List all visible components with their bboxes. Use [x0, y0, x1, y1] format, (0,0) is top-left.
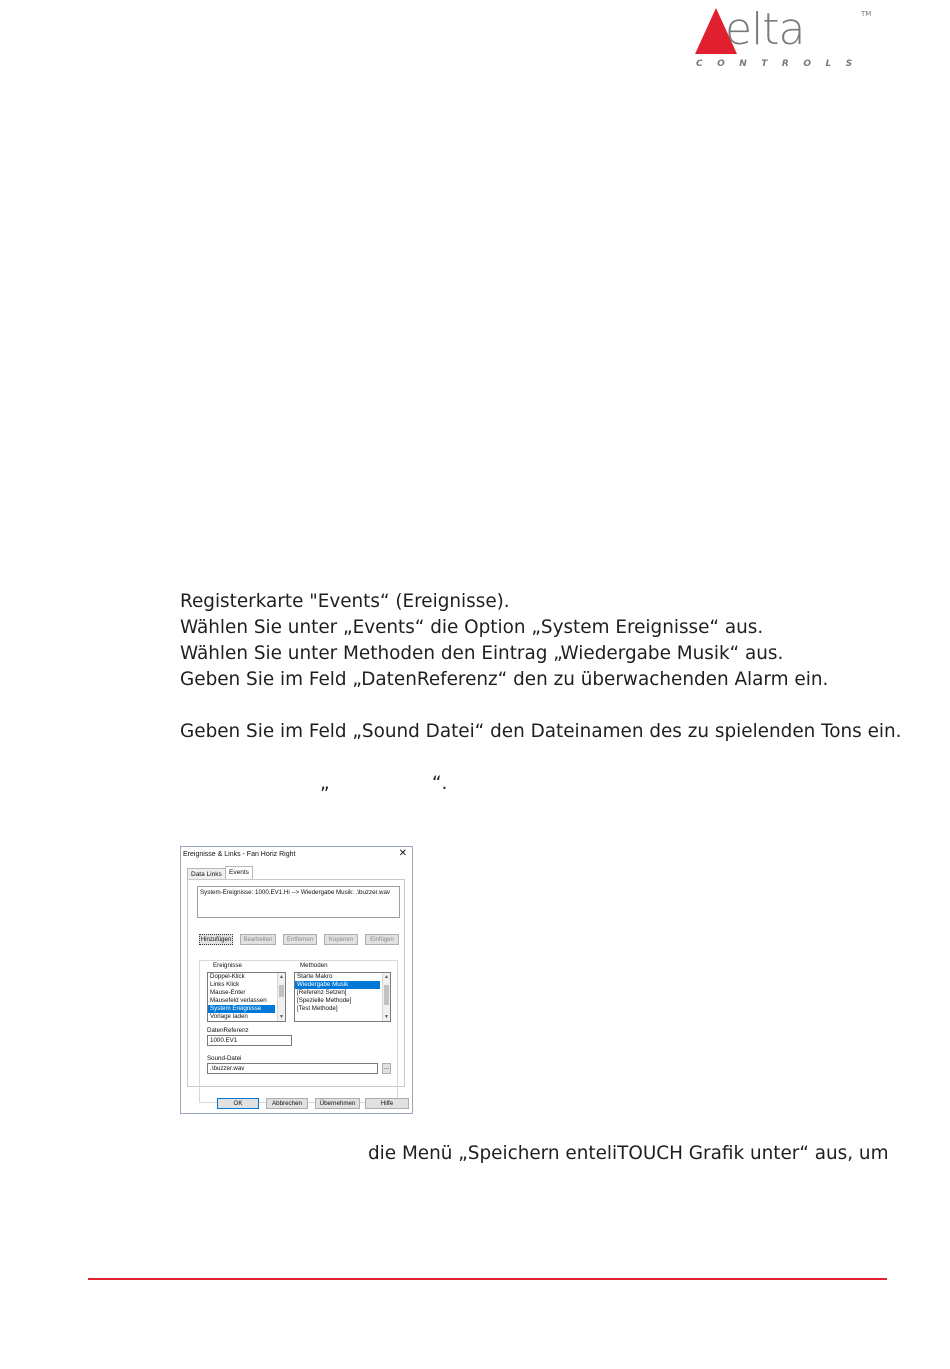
list-item[interactable]: [Referenz Setzen] [297, 989, 347, 996]
list-item[interactable]: [Test Methode] [297, 1005, 338, 1012]
sound-file-label: Sound-Datei [207, 1055, 242, 1062]
scroll-down-icon[interactable]: ▼ [279, 1014, 284, 1020]
list-item[interactable]: Mause-Enter [210, 989, 246, 996]
scroll-down-icon[interactable]: ▼ [384, 1014, 389, 1020]
cancel-button[interactable]: Abbrechen [266, 1098, 308, 1109]
list-item[interactable]: [Spezielle Methode] [297, 997, 352, 1004]
text-line-1: Registerkarte "Events“ (Ereignisse). [180, 591, 510, 612]
dialog-title: Ereignisse & Links - Fan Horiz Right [183, 851, 296, 858]
events-links-dialog [180, 846, 413, 1114]
copy-button[interactable]: Kopieren [324, 934, 358, 945]
footer-divider [88, 1278, 887, 1280]
sound-file-field[interactable]: .\buzzer.wav [207, 1063, 378, 1074]
text-line-4: Geben Sie im Feld „DatenReferenz“ den zu überwachenden Alarm ein. [180, 669, 829, 690]
events-panel [187, 879, 405, 1087]
events-list[interactable] [207, 972, 286, 1022]
remove-button[interactable]: Entfernen [283, 934, 317, 945]
methods-scrollbar[interactable] [382, 973, 390, 1021]
text-line-3: Wählen Sie unter Methoden den Eintrag „Wiedergabe Musik“ aus. [180, 643, 784, 664]
help-button[interactable]: Hilfe [365, 1098, 409, 1109]
text-line-save: die Menü „Speichern enteliTOUCH Grafik unter“ aus, um [368, 1143, 889, 1164]
delta-controls-logo [695, 4, 875, 72]
tab-events[interactable]: Events [225, 866, 253, 880]
events-label: Ereignisse [213, 962, 242, 969]
edit-button[interactable]: Bearbeiten [240, 934, 276, 945]
ok-button[interactable]: OK [217, 1098, 259, 1109]
text-quote-open: „ [320, 773, 330, 794]
scroll-up-icon[interactable]: ▲ [279, 974, 284, 980]
dataref-field[interactable]: 1000.EV1 [207, 1035, 292, 1046]
list-item[interactable]: Vorlage laden [210, 1013, 248, 1020]
text-line-5: Geben Sie im Feld „Sound Datei“ den Dateinamen des zu spielenden Tons ein. [180, 721, 902, 742]
add-button[interactable]: Hinzufügen [199, 934, 233, 945]
text-quote-close: “. [432, 773, 448, 794]
methods-list[interactable] [294, 972, 391, 1022]
scroll-thumb[interactable] [384, 985, 389, 1005]
events-scrollbar[interactable] [277, 973, 285, 1021]
list-item[interactable]: Links Klick [210, 981, 240, 988]
text-line-2: Wählen Sie unter „Events“ die Option „System Ereignisse“ aus. [180, 617, 764, 638]
event-summary-box[interactable]: System-Ereignisse: 1000.EV1.Hi --> Wiedergabe Musik: .\buzzer.wav [197, 886, 400, 918]
dataref-label: DatenReferenz [207, 1027, 249, 1034]
list-item[interactable]: Doppel-Klick [210, 973, 245, 980]
scroll-up-icon[interactable]: ▲ [384, 974, 389, 980]
logo-wordmark: elta [725, 4, 805, 55]
close-icon[interactable]: ✕ [398, 848, 407, 859]
list-item-selected[interactable]: System Ereignisse [208, 1005, 275, 1013]
logo-trademark: TM [861, 10, 872, 18]
paste-button[interactable]: Einfügen [365, 934, 399, 945]
methods-label: Methoden [300, 962, 328, 969]
scroll-thumb[interactable] [279, 985, 284, 997]
browse-button[interactable]: ... [382, 1063, 391, 1074]
list-item[interactable]: Mausefeld verlassen [210, 997, 267, 1004]
apply-button[interactable]: Übernehmen [315, 1098, 360, 1109]
logo-subtitle: CONTROLS [696, 59, 867, 69]
list-item[interactable]: Starte Makro [297, 973, 333, 980]
tab-data-links[interactable]: Data Links [187, 868, 226, 880]
list-item-selected[interactable]: Wiedergabe Musik [295, 981, 380, 989]
